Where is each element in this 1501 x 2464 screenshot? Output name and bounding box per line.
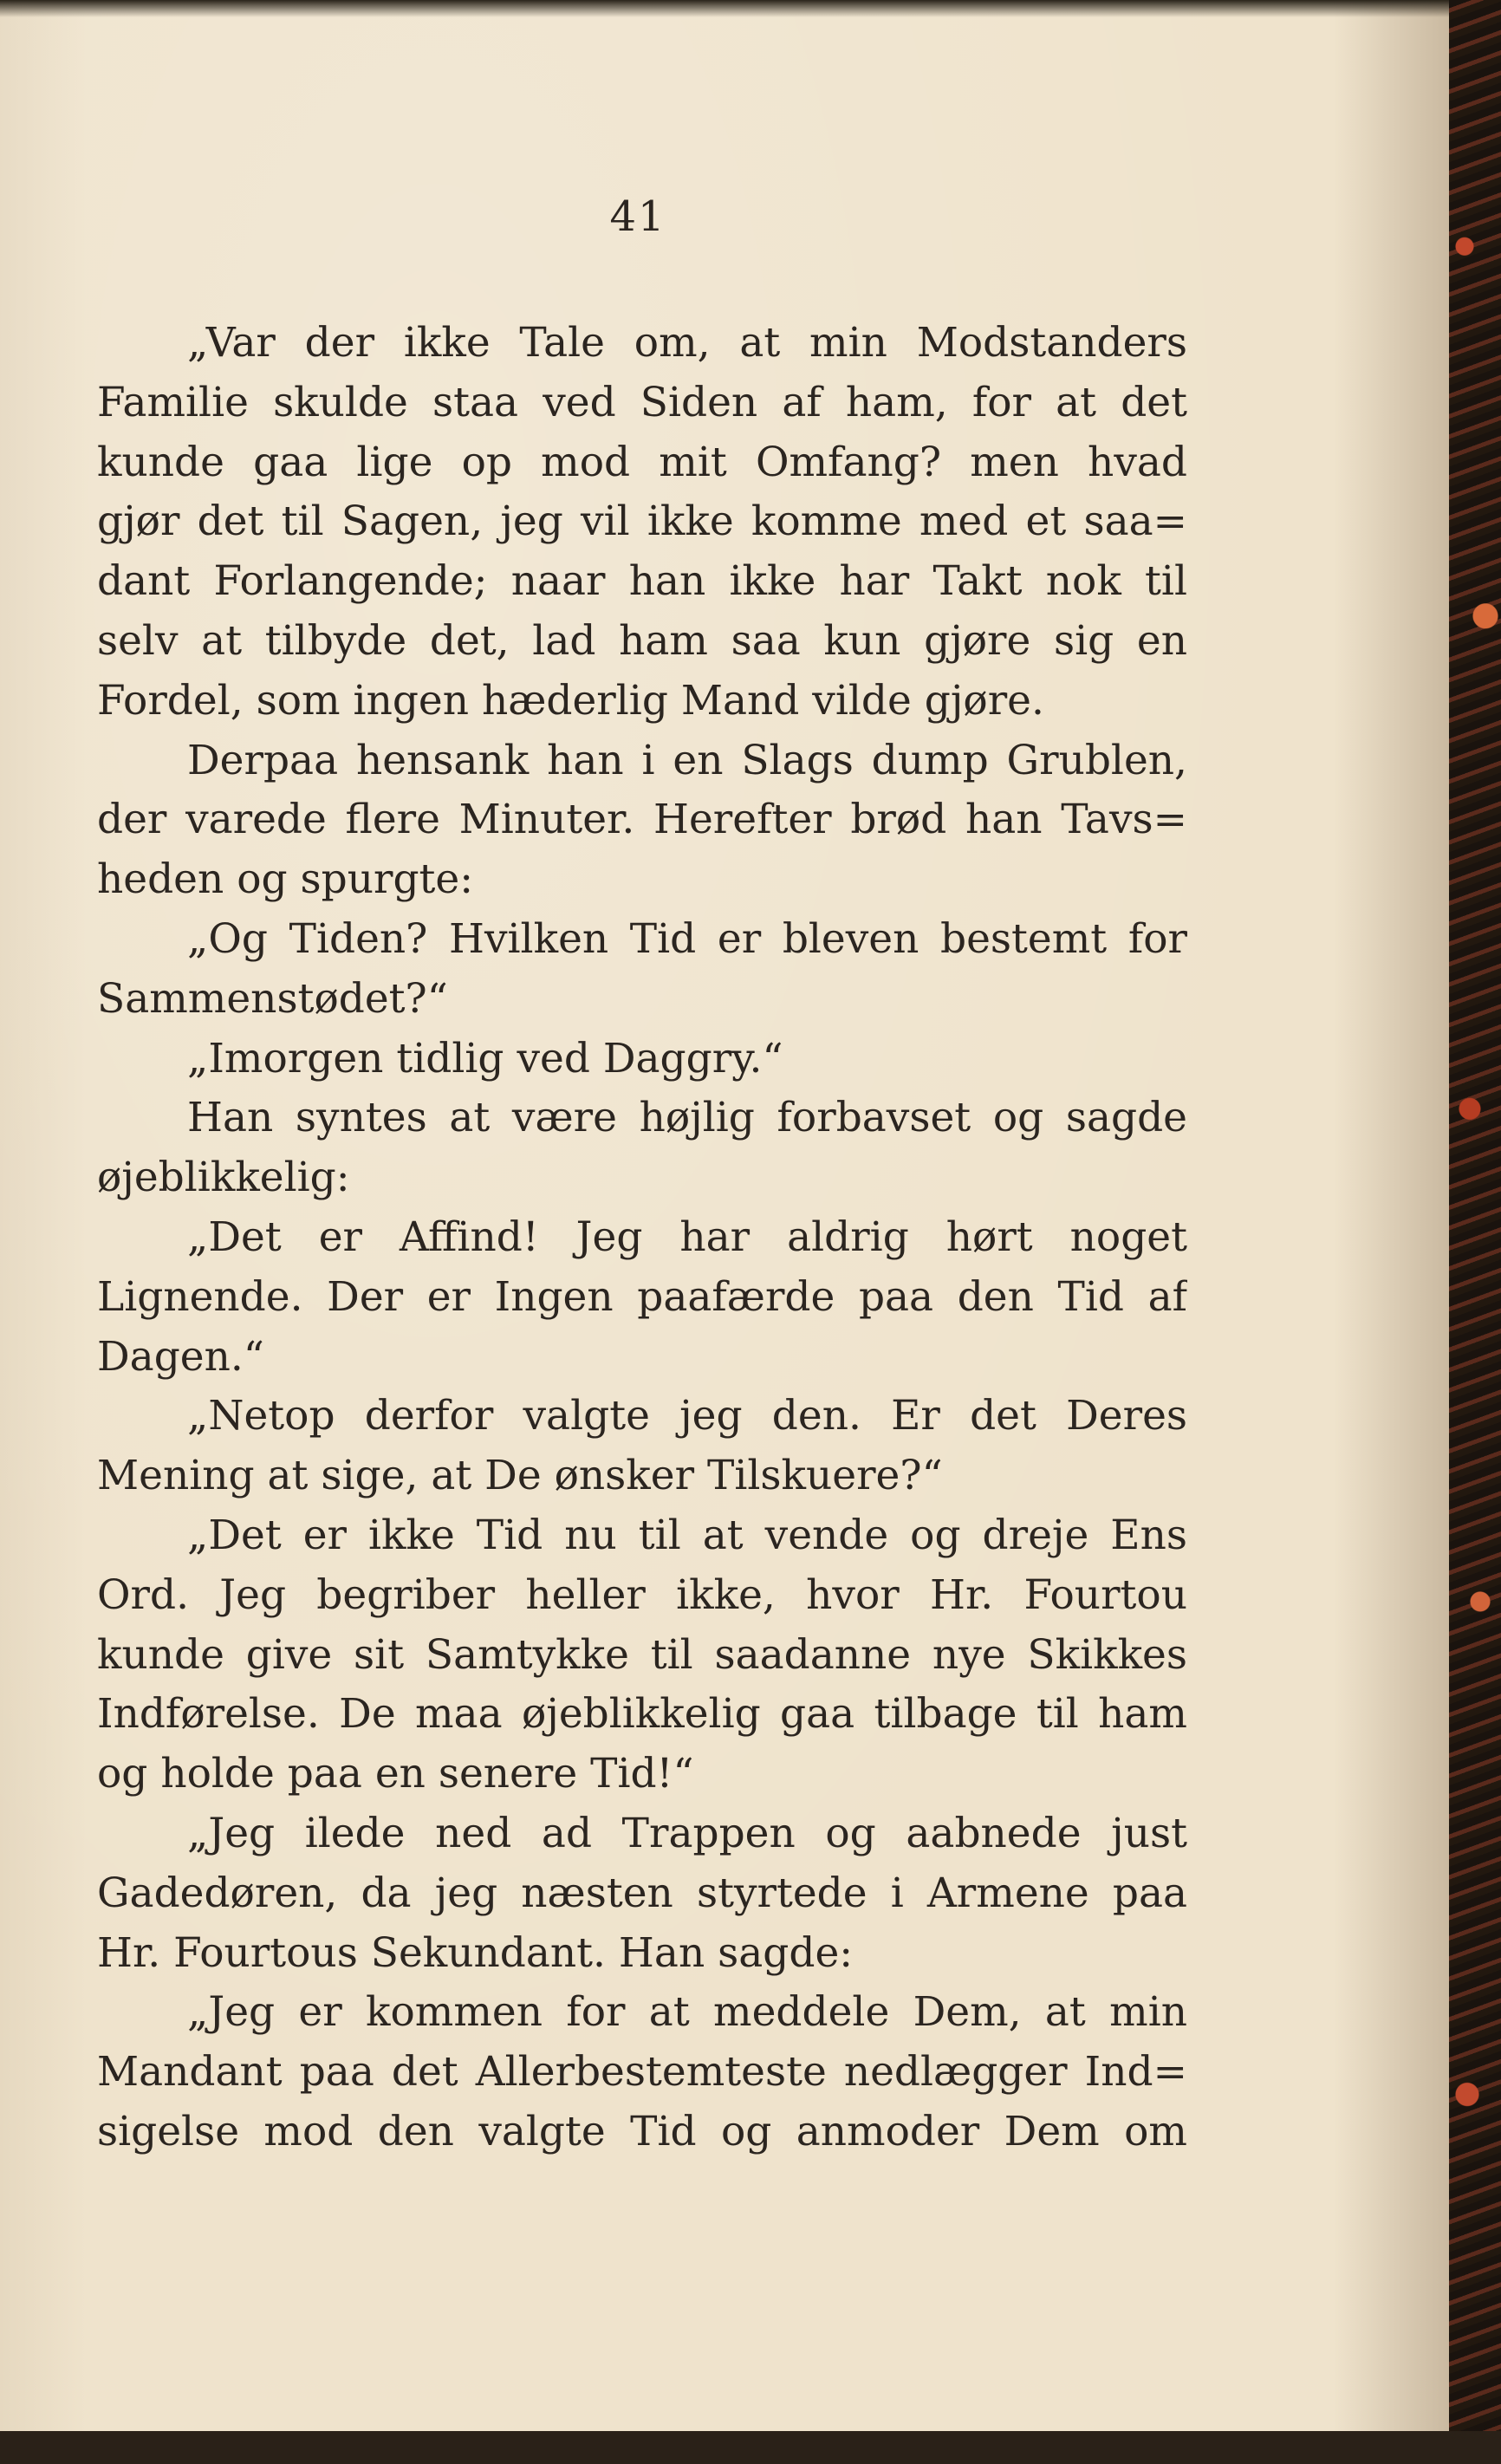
text-line: „Jeg ilede ned ad Trappen og aabnede just xyxy=(187,1809,1187,1857)
text-line: „Det er Affind! Jeg har aldrig hørt noget xyxy=(187,1212,1187,1261)
text-line: Han syntes at være højlig forbavset og sagde xyxy=(187,1094,1187,1142)
text-line: Indførelse. De maa øjeblikkelig gaa tilbage til ham xyxy=(97,1690,1187,1739)
text-line: sigelse mod den valgte Tid og anmoder Dem om xyxy=(97,2107,1187,2155)
text-line: „Netop derfor valgte jeg den. Er det Deres xyxy=(187,1392,1187,1440)
text-line: kunde give sit Samtykke til saadanne nye Skikkes xyxy=(97,1630,1187,1679)
text-line: „Og Tiden? Hvilken Tid er bleven bestemt for xyxy=(187,914,1187,963)
text-line: Fordel, som ingen hæderlig Mand vilde gjøre. xyxy=(97,676,1044,725)
page-number: 41 xyxy=(609,192,666,241)
text-line: Hr. Fourtous Sekundant. Han sagde: xyxy=(97,1928,854,1977)
text-line: Gadedøren, da jeg næsten styrtede i Armene paa xyxy=(97,1869,1187,1917)
page-top-shadow xyxy=(0,0,1501,17)
body-text xyxy=(97,314,1187,2162)
text-line: Lignende. Der er Ingen paafærde paa den Tid af xyxy=(97,1272,1187,1321)
text-line: kunde gaa lige op mod mit Omfang? men hvad xyxy=(97,438,1187,486)
text-line: øjeblikkelig: xyxy=(97,1154,350,1202)
text-line: „Imorgen tidlig ved Daggry.“ xyxy=(187,1034,783,1082)
text-line: Familie skulde staa ved Siden af ham, for at det xyxy=(97,378,1187,426)
text-line: dant Forlangende; naar han ikke har Takt nok til xyxy=(97,557,1187,606)
text-line: „Det er ikke Tid nu til at vende og dreje Ens xyxy=(187,1511,1187,1559)
text-line: Sammenstødet?“ xyxy=(97,974,448,1023)
text-line: „Var der ikke Tale om, at min Modstanders xyxy=(187,319,1187,367)
text-line: og holde paa en senere Tid!“ xyxy=(97,1750,694,1798)
text-line: „Jeg er kommen for at meddele Dem, at min xyxy=(187,1988,1187,2037)
text-line: der varede flere Minuter. Herefter brød han Tavs= xyxy=(97,796,1187,844)
marbled-book-edge xyxy=(1449,0,1501,2464)
text-line: heden og spurgte: xyxy=(97,855,474,904)
page-bottom-edge xyxy=(0,2431,1501,2464)
text-line: Derpaa hensank han i en Slags dump Grublen, xyxy=(187,736,1187,784)
text-line: Mandant paa det Allerbestemteste nedlægger Ind= xyxy=(97,2048,1187,2097)
text-line: Dagen.“ xyxy=(97,1332,264,1381)
text-line: selv at tilbyde det, lad ham saa kun gjøre sig en xyxy=(97,616,1187,665)
text-line: Ord. Jeg begriber heller ikke, hvor Hr. Fourtou xyxy=(97,1570,1187,1619)
text-line: gjør det til Sagen, jeg vil ikke komme med et saa= xyxy=(97,497,1187,546)
text-line: Mening at sige, at De ønsker Tilskuere?“ xyxy=(97,1452,943,1500)
